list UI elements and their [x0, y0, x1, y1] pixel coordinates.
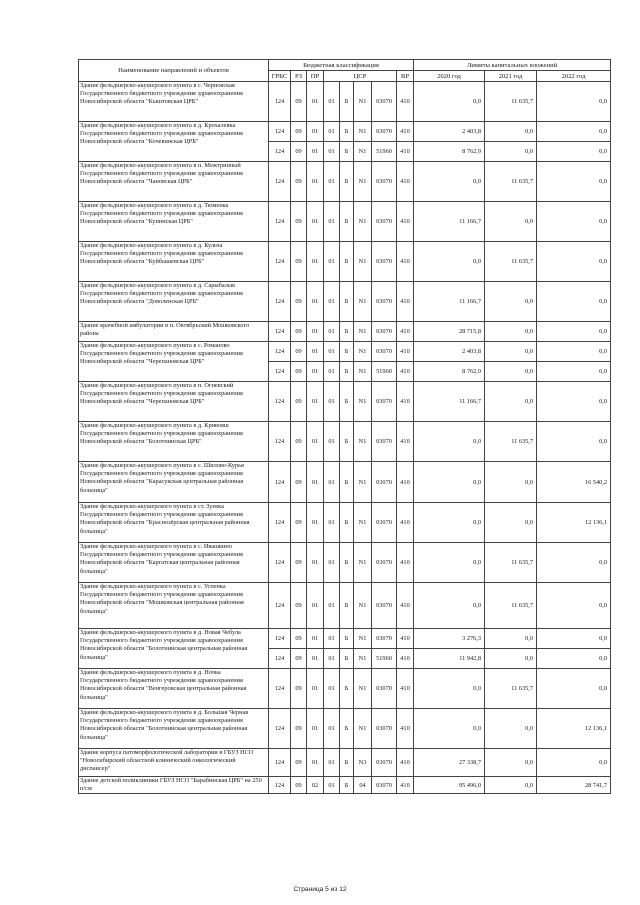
year-2020-cell: 0,0 [414, 709, 485, 749]
object-name-cell: Здание фельдшерско-акушерского пункта в с. Ивашкино Государственного бюджетного учреждения здравоохранения Новосибирской области "Каргатская центральная районная больница" [79, 543, 269, 583]
object-name-cell: Здание корпуса патоморфологической лаборатории в ГБУЗ НСО "Новосибирский областной клинический онкологический диспансер" [79, 749, 269, 777]
year-2020-cell: 11 166,7 [414, 382, 485, 422]
year-2021-cell: 0,0 [485, 777, 537, 794]
grbs-cell: 124 [269, 669, 291, 709]
year-2020-cell: 0,0 [414, 82, 485, 122]
object-name-cell: Здание детской поликлиники ГБУЗ НСО "Барабинская ЦРБ" на 250 п/см [79, 777, 269, 794]
year-2021-cell: 11 635,7 [485, 669, 537, 709]
csr-4-cell: 03070 [372, 202, 397, 242]
csr-3-cell: N1 [354, 142, 372, 162]
page-number: Страница 5 из 12 [293, 886, 347, 893]
csr-4-cell: 03070 [372, 322, 397, 342]
year-2020-cell: 0,0 [414, 242, 485, 282]
rz-cell: 09 [291, 122, 307, 142]
csr-1-cell: 01 [324, 503, 340, 543]
csr-4-cell: 03070 [372, 242, 397, 282]
object-name-cell: Здание врачебной амбулатории в п. Октябрьский Мошковского района [79, 322, 269, 342]
year-2022-cell: 0,0 [537, 422, 611, 462]
csr-1-cell: 01 [324, 82, 340, 122]
csr-1-cell: 01 [324, 649, 340, 669]
csr-4-cell: 03070 [372, 82, 397, 122]
csr-3-cell: N1 [354, 382, 372, 422]
year-2021-cell: 0,0 [485, 649, 537, 669]
grbs-cell: 124 [269, 142, 291, 162]
vr-cell: 410 [397, 749, 414, 777]
vr-cell: 410 [397, 242, 414, 282]
pr-cell: 01 [307, 202, 324, 242]
vr-cell: 410 [397, 709, 414, 749]
csr-4-cell: 03070 [372, 543, 397, 583]
object-name-cell: Здание фельдшерско-акушерского пункта в д. Ночка Государственного бюджетного учреждения здравоохранения Новосибирской области "Венгеровская центральная районная больница" [79, 669, 269, 709]
csr-4-cell: 03070 [372, 462, 397, 503]
year-2022-cell: 0,0 [537, 142, 611, 162]
pr-cell: 01 [307, 503, 324, 543]
pr-cell: 01 [307, 583, 324, 629]
year-2022-cell: 16 540,2 [537, 462, 611, 503]
pr-cell: 01 [307, 709, 324, 749]
year-2020-cell: 0,0 [414, 583, 485, 629]
header-year-2022: 2022 год [537, 71, 611, 82]
csr-4-cell: 03070 [372, 777, 397, 794]
table-row [79, 543, 611, 583]
csr-3-cell: N1 [354, 282, 372, 322]
vr-cell: 410 [397, 629, 414, 649]
vr-cell: 410 [397, 342, 414, 362]
header-csr: ЦСР [324, 71, 397, 82]
year-2020-cell: 27 338,7 [414, 749, 485, 777]
pr-cell: 01 [307, 362, 324, 382]
year-2021-cell: 0,0 [485, 382, 537, 422]
rz-cell: 09 [291, 162, 307, 202]
object-name-cell: Здание фельдшерско-акушерского пункта в п. Огневский Государственного бюджетного учреждения здравоохранения Новосибирской области "Черепановская ЦРБ" [79, 382, 269, 422]
grbs-cell: 124 [269, 503, 291, 543]
csr-3-cell: N1 [354, 709, 372, 749]
grbs-cell: 124 [269, 162, 291, 202]
table-row [79, 629, 611, 649]
csr-3-cell: N1 [354, 462, 372, 503]
grbs-cell: 124 [269, 543, 291, 583]
pr-cell: 01 [307, 422, 324, 462]
year-2021-cell: 0,0 [485, 362, 537, 382]
header-name-column: Наименование направлений и объектов [79, 60, 269, 82]
year-2021-cell: 11 635,7 [485, 583, 537, 629]
vr-cell: 410 [397, 382, 414, 422]
year-2022-cell: 0,0 [537, 382, 611, 422]
table-row [79, 322, 611, 342]
csr-4-cell: 03070 [372, 342, 397, 362]
csr-1-cell: 01 [324, 122, 340, 142]
csr-1-cell: 01 [324, 142, 340, 162]
header-grbs: ГРБС [269, 71, 291, 82]
rz-cell: 09 [291, 503, 307, 543]
object-name-cell: Здание фельдшерско-акушерского пункта в д. Кульча Государственного бюджетного учреждения здравоохранения Новосибирской области "Куйбышевская ЦРБ" [79, 242, 269, 282]
year-2020-cell: 11 166,7 [414, 282, 485, 322]
vr-cell: 410 [397, 82, 414, 122]
year-2020-cell: 95 496,0 [414, 777, 485, 794]
csr-3-cell: N1 [354, 322, 372, 342]
vr-cell: 410 [397, 669, 414, 709]
rz-cell: 09 [291, 669, 307, 709]
grbs-cell: 124 [269, 749, 291, 777]
pr-cell: 01 [307, 382, 324, 422]
year-2021-cell: 11 635,7 [485, 543, 537, 583]
pr-cell: 01 [307, 629, 324, 649]
year-2021-cell: 0,0 [485, 749, 537, 777]
year-2022-cell: 12 136,1 [537, 503, 611, 543]
grbs-cell: 124 [269, 122, 291, 142]
csr-1-cell: 01 [324, 709, 340, 749]
table-row [79, 202, 611, 242]
year-2022-cell: 0,0 [537, 282, 611, 322]
csr-1-cell: 01 [324, 422, 340, 462]
grbs-cell: 124 [269, 382, 291, 422]
vr-cell: 410 [397, 543, 414, 583]
year-2021-cell: 11 635,7 [485, 82, 537, 122]
year-2022-cell: 0,0 [537, 629, 611, 649]
year-2022-cell: 0,0 [537, 202, 611, 242]
table-row [79, 162, 611, 202]
year-2021-cell: 0,0 [485, 503, 537, 543]
table-row [79, 422, 611, 462]
table-row [79, 242, 611, 282]
pr-cell: 01 [307, 322, 324, 342]
pr-cell: 01 [307, 649, 324, 669]
csr-4-cell: 03070 [372, 382, 397, 422]
rz-cell: 09 [291, 422, 307, 462]
grbs-cell: 124 [269, 242, 291, 282]
rz-cell: 09 [291, 629, 307, 649]
object-name-cell: Здание фельдшерско-акушерского пункта в с. Черновская Государственного бюджетного учреждения здравоохранения Новосибирской области "Кыштовская ЦРБ" [79, 82, 269, 122]
vr-cell: 410 [397, 122, 414, 142]
csr-3-cell: N1 [354, 202, 372, 242]
rz-cell: 09 [291, 749, 307, 777]
year-2021-cell: 0,0 [485, 322, 537, 342]
csr-4-cell: 51960 [372, 142, 397, 162]
pr-cell: 01 [307, 342, 324, 362]
grbs-cell: 124 [269, 777, 291, 794]
header-year-2020: 2020 год [414, 71, 485, 82]
year-2022-cell: 0,0 [537, 162, 611, 202]
table-row [79, 342, 611, 362]
object-name-cell: Здание фельдшерско-акушерского пункта в д. Кривояш Государственного бюджетного учреждения здравоохранения Новосибирской области "Болотнинская ЦРБ" [79, 422, 269, 462]
csr-3-cell: N1 [354, 503, 372, 543]
grbs-cell: 124 [269, 649, 291, 669]
grbs-cell: 124 [269, 583, 291, 629]
csr-3-cell: N1 [354, 543, 372, 583]
csr-1-cell: 01 [324, 382, 340, 422]
vr-cell: 410 [397, 649, 414, 669]
object-name-cell: Здание фельдшерско-акушерского пункта в ст. Зуевка Государственного бюджетного учреждения здравоохранения Новосибирской области "Краснозёрская центральная районная больница" [79, 503, 269, 543]
pr-cell: 01 [307, 142, 324, 162]
year-2022-cell: 0,0 [537, 749, 611, 777]
vr-cell: 410 [397, 282, 414, 322]
capital-investment-table [78, 59, 611, 794]
rz-cell: 09 [291, 362, 307, 382]
csr-3-cell: 04 [354, 777, 372, 794]
rz-cell: 09 [291, 709, 307, 749]
object-name-cell: Здание фельдшерско-акушерского пункта в д. Большая Черная Государственного бюджетного учреждения здравоохранения Новосибирской области "Болотнинская центральная районная больница" [79, 709, 269, 749]
rz-cell: 09 [291, 462, 307, 503]
grbs-cell: 124 [269, 322, 291, 342]
vr-cell: 410 [397, 162, 414, 202]
table-body [79, 82, 611, 794]
pr-cell: 01 [307, 282, 324, 322]
table-row [79, 122, 611, 142]
csr-4-cell: 03070 [372, 162, 397, 202]
csr-2-cell: Б [340, 422, 354, 462]
csr-1-cell: 01 [324, 242, 340, 282]
header-year-2021: 2021 год [485, 71, 537, 82]
csr-2-cell: Б [340, 583, 354, 629]
year-2021-cell: 11 635,7 [485, 242, 537, 282]
year-2022-cell: 0,0 [537, 122, 611, 142]
csr-4-cell: 03070 [372, 122, 397, 142]
table-row [79, 503, 611, 543]
csr-1-cell: 01 [324, 342, 340, 362]
csr-1-cell: 01 [324, 202, 340, 242]
pr-cell: 01 [307, 162, 324, 202]
csr-2-cell: Б [340, 242, 354, 282]
csr-1-cell: 01 [324, 583, 340, 629]
year-2020-cell: 2 403,8 [414, 122, 485, 142]
pr-cell: 02 [307, 777, 324, 794]
object-name-cell: Здание фельдшерско-акушерского пункта в д. Новая Чебула Государственного бюджетного учреждения здравоохранения Новосибирской области "Болотнинская центральная районная больница" [79, 629, 269, 669]
csr-2-cell: Б [340, 342, 354, 362]
object-name-cell: Здание фельдшерско-акушерского пункта в с. Шилово-Курья Государственного бюджетного учреждения здравоохранения Новосибирской области "Карасукская центральная районная больница" [79, 462, 269, 503]
csr-2-cell: Б [340, 122, 354, 142]
csr-4-cell: 51960 [372, 649, 397, 669]
csr-3-cell: N1 [354, 242, 372, 282]
csr-2-cell: Б [340, 282, 354, 322]
grbs-cell: 124 [269, 202, 291, 242]
csr-1-cell: 01 [324, 777, 340, 794]
grbs-cell: 124 [269, 82, 291, 122]
header-rz: РЗ [291, 71, 307, 82]
csr-4-cell: 03070 [372, 503, 397, 543]
year-2020-cell: 28 715,8 [414, 322, 485, 342]
csr-3-cell: N1 [354, 629, 372, 649]
rz-cell: 09 [291, 777, 307, 794]
csr-3-cell: N1 [354, 122, 372, 142]
year-2020-cell: 0,0 [414, 422, 485, 462]
csr-2-cell: Б [340, 322, 354, 342]
csr-2-cell: Б [340, 82, 354, 122]
csr-2-cell: Б [340, 462, 354, 503]
vr-cell: 410 [397, 583, 414, 629]
csr-4-cell: 03070 [372, 709, 397, 749]
vr-cell: 410 [397, 202, 414, 242]
year-2021-cell: 11 635,7 [485, 422, 537, 462]
grbs-cell: 124 [269, 422, 291, 462]
csr-3-cell: N1 [354, 669, 372, 709]
table-row [79, 777, 611, 794]
grbs-cell: 124 [269, 629, 291, 649]
pr-cell: 01 [307, 82, 324, 122]
csr-3-cell: N3 [354, 749, 372, 777]
year-2020-cell: 8 762,9 [414, 362, 485, 382]
year-2020-cell: 2 403,8 [414, 342, 485, 362]
csr-2-cell: Б [340, 162, 354, 202]
rz-cell: 09 [291, 282, 307, 322]
year-2022-cell: 12 136,1 [537, 709, 611, 749]
year-2020-cell: 11 166,7 [414, 202, 485, 242]
table-row [79, 583, 611, 629]
year-2020-cell: 8 762,9 [414, 142, 485, 162]
header-vr: ВР [397, 71, 414, 82]
pr-cell: 01 [307, 122, 324, 142]
pr-cell: 01 [307, 543, 324, 583]
csr-2-cell: Б [340, 629, 354, 649]
csr-4-cell: 51960 [372, 362, 397, 382]
table-row [79, 382, 611, 422]
grbs-cell: 124 [269, 362, 291, 382]
table-row [79, 709, 611, 749]
csr-4-cell: 03070 [372, 282, 397, 322]
year-2020-cell: 0,0 [414, 503, 485, 543]
table-row [79, 82, 611, 122]
csr-2-cell: Б [340, 202, 354, 242]
year-2022-cell: 0,0 [537, 362, 611, 382]
csr-1-cell: 01 [324, 749, 340, 777]
pr-cell: 01 [307, 669, 324, 709]
year-2022-cell: 0,0 [537, 322, 611, 342]
year-2022-cell: 0,0 [537, 649, 611, 669]
csr-2-cell: Б [340, 142, 354, 162]
grbs-cell: 124 [269, 282, 291, 322]
csr-2-cell: Б [340, 649, 354, 669]
csr-3-cell: N1 [354, 362, 372, 382]
year-2022-cell: 0,0 [537, 583, 611, 629]
year-2021-cell: 0,0 [485, 462, 537, 503]
year-2021-cell: 0,0 [485, 282, 537, 322]
year-2022-cell: 0,0 [537, 342, 611, 362]
year-2022-cell: 0,0 [537, 669, 611, 709]
year-2022-cell: 0,0 [537, 543, 611, 583]
year-2021-cell: 0,0 [485, 122, 537, 142]
csr-3-cell: N1 [354, 583, 372, 629]
year-2020-cell: 11 942,8 [414, 649, 485, 669]
rz-cell: 09 [291, 583, 307, 629]
year-2021-cell: 11 635,7 [485, 162, 537, 202]
csr-3-cell: N1 [354, 649, 372, 669]
year-2020-cell: 0,0 [414, 669, 485, 709]
csr-2-cell: Б [340, 749, 354, 777]
csr-1-cell: 01 [324, 543, 340, 583]
year-2022-cell: 0,0 [537, 242, 611, 282]
vr-cell: 410 [397, 362, 414, 382]
object-name-cell: Здание фельдшерско-акушерского пункта в с. Романово Государственного бюджетного учреждения здравоохранения Новосибирской области "Черепановская ЦРБ" [79, 342, 269, 382]
year-2021-cell: 0,0 [485, 142, 537, 162]
pr-cell: 01 [307, 242, 324, 282]
csr-1-cell: 01 [324, 462, 340, 503]
csr-3-cell: N1 [354, 342, 372, 362]
rz-cell: 09 [291, 142, 307, 162]
csr-1-cell: 01 [324, 629, 340, 649]
year-2022-cell: 28 741,7 [537, 777, 611, 794]
pr-cell: 01 [307, 462, 324, 503]
object-name-cell: Здание фельдшерско-акушерского пункта в д. Тюменка Государственного бюджетного учреждения здравоохранения Новосибирской области "Купинская ЦРБ" [79, 202, 269, 242]
grbs-cell: 124 [269, 342, 291, 362]
csr-3-cell: N1 [354, 162, 372, 202]
csr-2-cell: Б [340, 669, 354, 709]
csr-1-cell: 01 [324, 362, 340, 382]
csr-1-cell: 01 [324, 162, 340, 202]
csr-2-cell: Б [340, 503, 354, 543]
vr-cell: 410 [397, 777, 414, 794]
year-2021-cell: 0,0 [485, 629, 537, 649]
rz-cell: 09 [291, 342, 307, 362]
vr-cell: 410 [397, 503, 414, 543]
object-name-cell: Здание фельдшерско-акушерского пункта в д. Крохалевка Государственного бюджетного учреждения здравоохранения Новосибирской области "Кочевинская ЦРБ" [79, 122, 269, 162]
csr-4-cell: 03070 [372, 422, 397, 462]
year-2020-cell: 3 276,3 [414, 629, 485, 649]
rz-cell: 09 [291, 322, 307, 342]
csr-4-cell: 03070 [372, 669, 397, 709]
vr-cell: 410 [397, 322, 414, 342]
csr-2-cell: Б [340, 362, 354, 382]
year-2022-cell: 0,0 [537, 82, 611, 122]
csr-4-cell: 03070 [372, 749, 397, 777]
year-2020-cell: 0,0 [414, 543, 485, 583]
pr-cell: 01 [307, 749, 324, 777]
rz-cell: 09 [291, 543, 307, 583]
object-name-cell: Здание фельдшерско-акушерского пункта в с. Успенка Государственного бюджетного учреждения здравоохранения Новосибирской области "Мошковская центральная районная больница" [79, 583, 269, 629]
table-row [79, 282, 611, 322]
csr-4-cell: 03070 [372, 583, 397, 629]
object-name-cell: Здание фельдшерско-акушерского пункта в д. Сарыбалык Государственного бюджетного учреждения здравоохранения Новосибирской области "Доволенская ЦРБ" [79, 282, 269, 322]
grbs-cell: 124 [269, 709, 291, 749]
rz-cell: 09 [291, 242, 307, 282]
csr-1-cell: 01 [324, 282, 340, 322]
csr-2-cell: Б [340, 382, 354, 422]
year-2020-cell: 0,0 [414, 462, 485, 503]
csr-3-cell: N1 [354, 82, 372, 122]
year-2021-cell: 0,0 [485, 202, 537, 242]
header-pr: ПР [307, 71, 324, 82]
rz-cell: 09 [291, 82, 307, 122]
csr-2-cell: Б [340, 709, 354, 749]
rz-cell: 09 [291, 202, 307, 242]
csr-4-cell: 03070 [372, 629, 397, 649]
vr-cell: 410 [397, 142, 414, 162]
csr-1-cell: 01 [324, 322, 340, 342]
csr-2-cell: Б [340, 777, 354, 794]
header-budget-classification: Бюджетная классификация [269, 60, 414, 71]
table-row [79, 749, 611, 777]
table-row [79, 669, 611, 709]
rz-cell: 09 [291, 382, 307, 422]
year-2020-cell: 0,0 [414, 162, 485, 202]
table-row [79, 462, 611, 503]
vr-cell: 410 [397, 422, 414, 462]
csr-1-cell: 01 [324, 669, 340, 709]
grbs-cell: 124 [269, 462, 291, 503]
rz-cell: 09 [291, 649, 307, 669]
csr-2-cell: Б [340, 543, 354, 583]
year-2021-cell: 0,0 [485, 709, 537, 749]
csr-3-cell: N1 [354, 422, 372, 462]
object-name-cell: Здание фельдшерско-акушерского пункта в п. Межтрипный Государственного бюджетного учреждения здравоохранения Новосибирской области "Чановская ЦРБ" [79, 162, 269, 202]
header-capital-limits: Лимиты капитальных вложений [414, 60, 611, 71]
year-2021-cell: 0,0 [485, 342, 537, 362]
vr-cell: 410 [397, 462, 414, 503]
